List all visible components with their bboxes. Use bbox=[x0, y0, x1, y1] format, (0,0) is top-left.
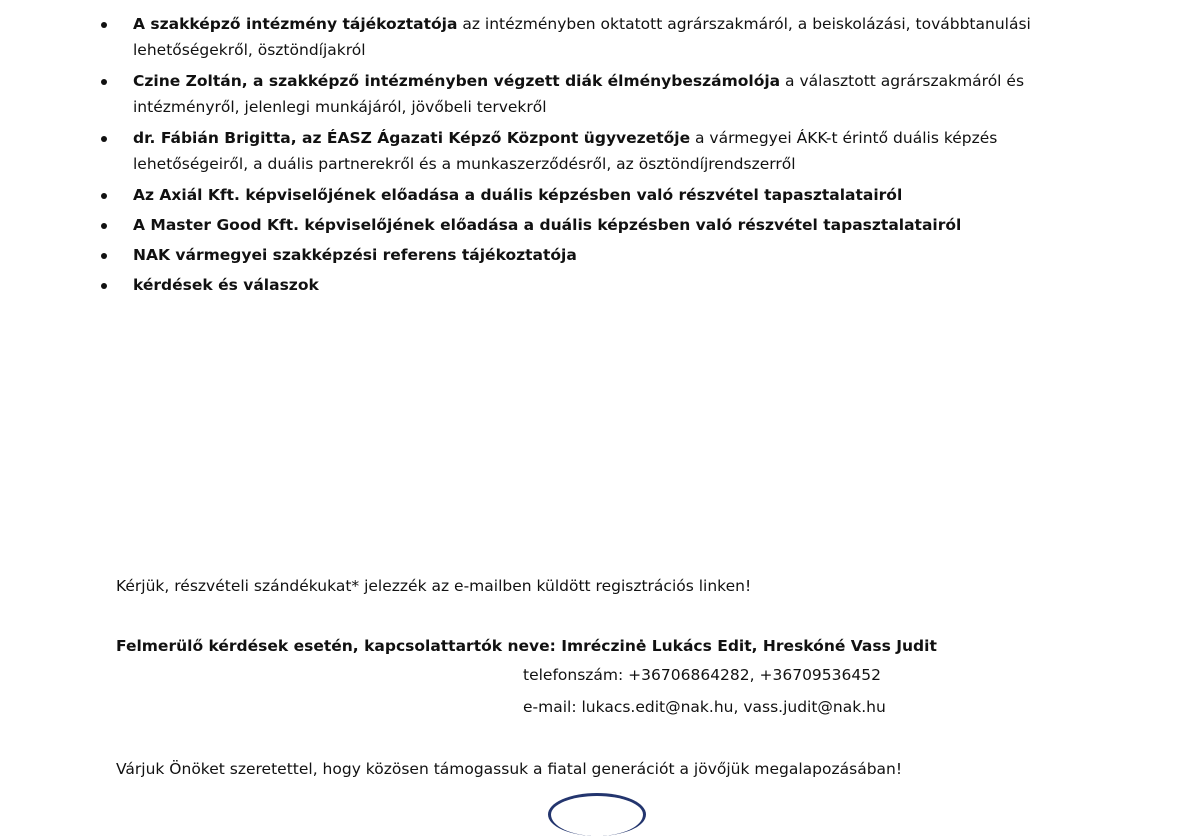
agenda-item bbox=[100, 272, 1110, 298]
agenda-item-title: kérdések és válaszok bbox=[133, 276, 319, 294]
bullet-icon bbox=[101, 253, 107, 259]
agenda-list bbox=[100, 11, 1110, 302]
closing-text: Várjuk Önöket szeretettel, hogy közösen támogassuk a fiatal generációt a jövőjük megalapozásában! bbox=[116, 760, 903, 778]
bullet-icon bbox=[101, 136, 107, 142]
agenda-item bbox=[100, 68, 1110, 120]
agenda-item-text: a vármegyei ÁKK-t érintő duális képzés lehetőségeiről, a duális partnerekről és a munkaszerződésről, az ösztöndíjrendszerről bbox=[133, 129, 998, 173]
contact-intro: Felmerülő kérdések esetén, kapcsolattartók neve: Imréczinė Lukács Edit, Hreskóné Vass Judit bbox=[116, 637, 937, 655]
seal-logo-icon bbox=[548, 793, 646, 836]
registration-note: Kérjük, részvételi szándékukat* jelezzék az e-mailben küldött regisztrációs linken! bbox=[116, 577, 752, 595]
bullet-icon bbox=[101, 79, 107, 85]
agenda-item-title: A Master Good Kft. képviselőjének előadása a duális képzésben való részvétel tapasztalatairól bbox=[133, 216, 962, 234]
agenda-item bbox=[100, 212, 1110, 238]
contact-phone: telefonszám: +36706864282, +36709536452 bbox=[523, 666, 881, 684]
contact-email: e-mail: lukacs.edit@nak.hu, vass.judit@nak.hu bbox=[523, 698, 886, 716]
agenda-item-title: Az Axiál Kft. képviselőjének előadása a duális képzésben való részvétel tapasztalatairól bbox=[133, 186, 903, 204]
agenda-item-text: az intézményben oktatott agrárszakmáról, a beiskolázási, továbbtanulási lehetőségekről, ösztöndíjakról bbox=[133, 15, 1031, 59]
agenda-item-title: NAK vármegyei szakképzési referens tájékoztatója bbox=[133, 246, 577, 264]
bullet-icon bbox=[101, 22, 107, 28]
agenda-item bbox=[100, 125, 1110, 177]
agenda-item bbox=[100, 182, 1110, 208]
agenda-item bbox=[100, 242, 1110, 268]
agenda-item-text: a választott agrárszakmáról és intézményről, jelenlegi munkájáról, jövőbeli tervekről bbox=[133, 72, 1025, 116]
bullet-icon bbox=[101, 283, 107, 289]
bullet-icon bbox=[101, 223, 107, 229]
agenda-item bbox=[100, 11, 1110, 63]
bullet-icon bbox=[101, 193, 107, 199]
agenda-item-title: Czine Zoltán, a szakképző intézményben végzett diák élménybeszámolója bbox=[133, 72, 781, 90]
agenda-item-title: dr. Fábián Brigitta, az ÉASZ Ágazati Képző Központ ügyvezetője bbox=[133, 129, 691, 147]
agenda-item-title: A szakképző intézmény tájékoztatója bbox=[133, 15, 458, 33]
